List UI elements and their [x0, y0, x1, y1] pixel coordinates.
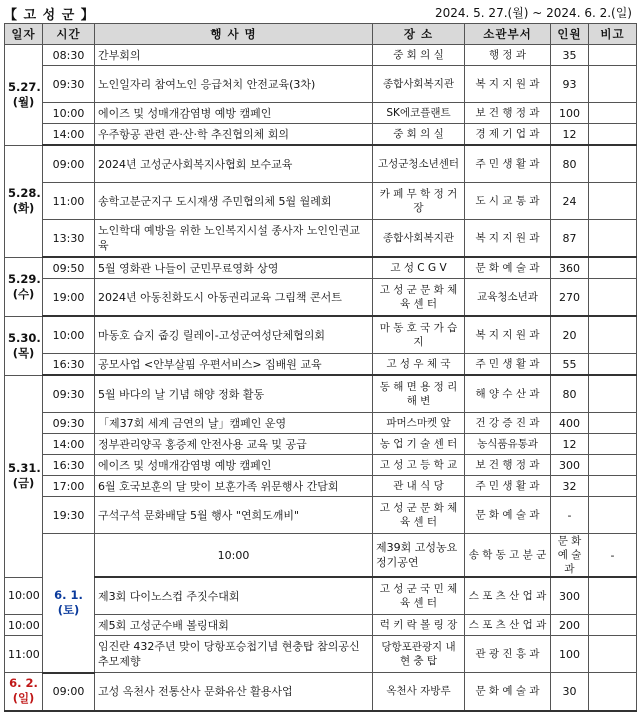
note-cell	[589, 257, 637, 279]
table-row	[5, 534, 637, 578]
people-cell: -	[589, 534, 637, 578]
table-row	[5, 220, 637, 258]
people-cell: 400	[551, 413, 589, 434]
time-cell: 13:30	[43, 220, 95, 258]
day-cell-0531: 5.31. (금)	[5, 375, 43, 577]
place-cell: 고 성 우 체 국	[373, 354, 465, 376]
people-cell: 300	[551, 577, 589, 615]
event-cell: 임진란 432주년 맞이 당항포승첩기념 현충탑 참의공신 추모제향	[95, 636, 373, 673]
event-cell: 5월 바다의 날 기념 해양 정화 활동	[95, 375, 373, 413]
dept-cell: 농식품유통과	[465, 434, 551, 455]
dept-cell: 보 건 행 정 과	[465, 103, 551, 124]
people-cell: 80	[551, 145, 589, 183]
dept-cell: 스 포 츠 산 업 과	[465, 577, 551, 615]
time-cell: 09:30	[43, 66, 95, 103]
people-cell: -	[551, 497, 589, 534]
table-row	[5, 257, 637, 279]
event-cell: 구석구석 문화배달 5월 행사 "연희도깨비"	[95, 497, 373, 534]
day-cell-0527: 5.27. (월)	[5, 45, 43, 146]
dept-cell: 교육청소년과	[465, 279, 551, 317]
note-cell	[589, 375, 637, 413]
time-cell: 09:50	[43, 257, 95, 279]
place-cell: 관 내 식 당	[373, 476, 465, 497]
place-cell: SK에코플랜트	[373, 103, 465, 124]
table-row	[5, 455, 637, 476]
time-cell: 11:00	[5, 636, 43, 673]
people-cell: 100	[551, 636, 589, 673]
col-header-dept: 소관부서	[465, 24, 551, 45]
note-cell	[589, 279, 637, 317]
event-cell: 제5회 고성군수배 볼링대회	[95, 615, 373, 636]
note-cell	[589, 354, 637, 376]
event-cell: 공모사업 <안부살핌 우편서비스> 집배원 교육	[95, 354, 373, 376]
event-cell: 2024년 아동친화도시 아동권리교육 그림책 콘서트	[95, 279, 373, 317]
note-cell	[589, 577, 637, 615]
note-cell	[589, 124, 637, 146]
note-cell	[589, 636, 637, 673]
table-row	[5, 316, 637, 354]
event-cell: 에이즈 및 성매개감염병 예방 캠페인	[95, 103, 373, 124]
schedule-table	[4, 23, 637, 712]
event-cell: 노인일자리 참여노인 응급처치 안전교육(3차)	[95, 66, 373, 103]
place-cell: 카 페 무 학 정 거 장	[373, 183, 465, 220]
event-cell: 제3회 다이노스컵 주짓수대회	[95, 577, 373, 615]
table-row	[5, 673, 637, 711]
day-cell-0602: 6. 2. (일)	[5, 673, 43, 711]
table-row	[5, 476, 637, 497]
note-cell	[589, 66, 637, 103]
people-cell: 20	[551, 316, 589, 354]
table-row	[5, 279, 637, 317]
event-cell: 6월 호국보훈의 달 맞이 보훈가족 위문행사 간담회	[95, 476, 373, 497]
time-cell: 09:00	[43, 145, 95, 183]
event-cell: 제39회 고성농요 정기공연	[373, 534, 465, 578]
dept-cell: 건 강 증 진 과	[465, 413, 551, 434]
table-row	[5, 497, 637, 534]
table-row	[5, 615, 637, 636]
schedule-period: 2024. 5. 27.(월) ~ 2024. 6. 2.(일)	[435, 6, 632, 20]
people-cell: 270	[551, 279, 589, 317]
document-header	[0, 0, 640, 23]
people-cell: 24	[551, 183, 589, 220]
document-title: 【 고 성 군 】	[4, 8, 95, 23]
people-cell: 360	[551, 257, 589, 279]
people-cell: 80	[551, 375, 589, 413]
place-cell: 당항포관광지 내 현 충 탑	[373, 636, 465, 673]
place-cell: 파머스마켓 앞	[373, 413, 465, 434]
event-cell: 2024년 고성군사회복지사협회 보수교육	[95, 145, 373, 183]
time-cell: 09:30	[43, 375, 95, 413]
place-cell: 고 성 군 국 민 체 육 센 터	[373, 577, 465, 615]
dept-cell: 도 시 교 통 과	[465, 183, 551, 220]
note-cell	[589, 316, 637, 354]
place-cell: 고 성 군 문 화 체 육 센 터	[373, 279, 465, 317]
people-cell: 35	[551, 45, 589, 66]
place-cell: 중 회 의 실	[373, 124, 465, 146]
event-cell: 우주항공 관련 관·산·학 추진협의체 회의	[95, 124, 373, 146]
table-row	[5, 45, 637, 66]
table-header-row	[5, 24, 637, 45]
time-cell: 17:00	[43, 476, 95, 497]
place-cell: 고성군청소년센터	[373, 145, 465, 183]
day-cell-0528: 5.28. (화)	[5, 145, 43, 257]
event-cell: 5월 영화관 나들이 군민무료영화 상영	[95, 257, 373, 279]
note-cell	[589, 497, 637, 534]
place-cell: 고 성 고 등 학 교	[373, 455, 465, 476]
people-cell: 87	[551, 220, 589, 258]
place-cell: 종합사회복지관	[373, 220, 465, 258]
dept-cell: 문 화 예 술 과	[551, 534, 589, 578]
time-cell: 10:00	[95, 534, 373, 578]
dept-cell: 보 건 행 정 과	[465, 455, 551, 476]
people-cell: 32	[551, 476, 589, 497]
event-cell: 고성 옥천사 전통산사 문화유산 활용사업	[95, 673, 373, 711]
people-cell: 30	[551, 673, 589, 711]
day-cell-0530: 5.30. (목)	[5, 316, 43, 375]
event-cell: 송학고분군지구 도시재생 주민협의체 5월 월례회	[95, 183, 373, 220]
table-row	[5, 577, 637, 615]
event-cell: 노인학대 예방을 위한 노인복지시설 종사자 노인인권교육	[95, 220, 373, 258]
place-cell: 송 학 동 고 분 군	[465, 534, 551, 578]
table-row	[5, 66, 637, 103]
time-cell: 09:00	[43, 673, 95, 711]
col-header-note: 비고	[589, 24, 637, 45]
col-header-place: 장 소	[373, 24, 465, 45]
note-cell	[589, 220, 637, 258]
time-cell: 14:00	[43, 124, 95, 146]
place-cell: 종합사회복지관	[373, 66, 465, 103]
dept-cell: 경 제 기 업 과	[465, 124, 551, 146]
day-cell-0601: 6. 1. (토)	[43, 534, 95, 673]
note-cell	[589, 455, 637, 476]
time-cell: 16:30	[43, 455, 95, 476]
place-cell: 중 회 의 실	[373, 45, 465, 66]
time-cell: 10:00	[5, 615, 43, 636]
time-cell: 10:00	[43, 316, 95, 354]
dept-cell: 행 정 과	[465, 45, 551, 66]
event-cell: 정부관리양곡 홍증제 안전사용 교육 및 공급	[95, 434, 373, 455]
dept-cell: 관 광 진 흥 과	[465, 636, 551, 673]
col-header-event: 행 사 명	[95, 24, 373, 45]
table-row	[5, 413, 637, 434]
dept-cell: 스 포 츠 산 업 과	[465, 615, 551, 636]
place-cell: 고 성 C G V	[373, 257, 465, 279]
people-cell: 55	[551, 354, 589, 376]
time-cell: 10:00	[43, 103, 95, 124]
note-cell	[589, 413, 637, 434]
place-cell: 마 동 호 국 가 습 지	[373, 316, 465, 354]
time-cell: 14:00	[43, 434, 95, 455]
place-cell: 동 해 면 용 정 리 해 변	[373, 375, 465, 413]
event-cell: 에이즈 및 성매개감염병 예방 캠페인	[95, 455, 373, 476]
col-header-people: 인원	[551, 24, 589, 45]
note-cell	[589, 145, 637, 183]
note-cell	[589, 673, 637, 711]
people-cell: 12	[551, 124, 589, 146]
time-cell: 16:30	[43, 354, 95, 376]
note-cell	[589, 434, 637, 455]
place-cell: 농 업 기 술 센 터	[373, 434, 465, 455]
place-cell: 옥천사 자방루	[373, 673, 465, 711]
col-header-day: 일자	[5, 24, 43, 45]
table-row	[5, 183, 637, 220]
note-cell	[589, 476, 637, 497]
table-row	[5, 103, 637, 124]
time-cell: 10:00	[5, 577, 43, 615]
table-row	[5, 354, 637, 376]
place-cell: 럭 키 락 볼 링 장	[373, 615, 465, 636]
time-cell: 11:00	[43, 183, 95, 220]
time-cell: 08:30	[43, 45, 95, 66]
dept-cell: 문 화 예 술 과	[465, 673, 551, 711]
event-cell: 간부회의	[95, 45, 373, 66]
time-cell: 19:30	[43, 497, 95, 534]
people-cell: 300	[551, 455, 589, 476]
note-cell	[589, 103, 637, 124]
table-row	[5, 434, 637, 455]
dept-cell: 주 민 생 활 과	[465, 145, 551, 183]
dept-cell: 복 지 지 원 과	[465, 220, 551, 258]
note-cell	[589, 45, 637, 66]
dept-cell: 문 화 예 술 과	[465, 497, 551, 534]
dept-cell: 문 화 예 술 과	[465, 257, 551, 279]
people-cell: 200	[551, 615, 589, 636]
table-row	[5, 145, 637, 183]
event-cell: 마동호 습지 줍깅 릴레이-고성군여성단체협의회	[95, 316, 373, 354]
dept-cell: 주 민 생 활 과	[465, 476, 551, 497]
note-cell	[589, 183, 637, 220]
people-cell: 93	[551, 66, 589, 103]
dept-cell: 복 지 지 원 과	[465, 66, 551, 103]
dept-cell: 해 양 수 산 과	[465, 375, 551, 413]
event-cell: 「제37회 세계 금연의 날」캠페인 운영	[95, 413, 373, 434]
time-cell: 09:30	[43, 413, 95, 434]
table-row	[5, 375, 637, 413]
dept-cell: 주 민 생 활 과	[465, 354, 551, 376]
col-header-time: 시간	[43, 24, 95, 45]
table-row	[5, 124, 637, 146]
table-row	[5, 636, 637, 673]
day-cell-0529: 5.29. (수)	[5, 257, 43, 316]
time-cell: 19:00	[43, 279, 95, 317]
people-cell: 100	[551, 103, 589, 124]
people-cell: 12	[551, 434, 589, 455]
note-cell	[589, 615, 637, 636]
place-cell: 고 성 군 문 화 체 육 센 터	[373, 497, 465, 534]
dept-cell: 복 지 지 원 과	[465, 316, 551, 354]
